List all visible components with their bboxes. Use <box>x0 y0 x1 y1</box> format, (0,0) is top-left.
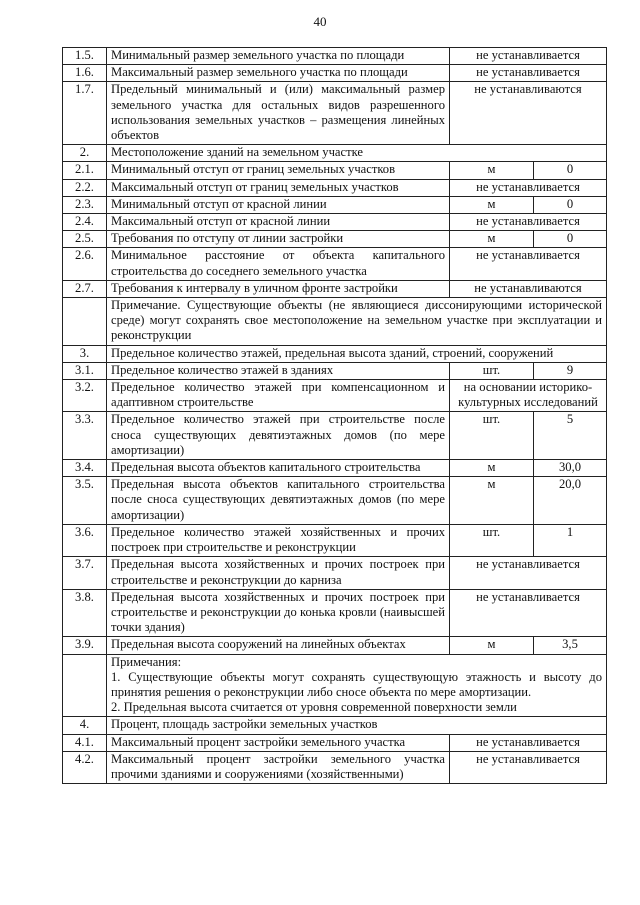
row-number: 3.3. <box>63 412 107 460</box>
row-unit: м <box>450 637 534 654</box>
row-number: 3.1. <box>63 362 107 379</box>
row-text: Минимальный размер земельного участка по площади <box>107 48 450 65</box>
row-1-5 <box>63 48 607 65</box>
row-status: не устанавливается <box>450 48 607 65</box>
row-status: не устанавливается <box>450 179 607 196</box>
row-number: 2.1. <box>63 162 107 179</box>
row-3-9 <box>63 637 607 654</box>
note-row-11 <box>63 298 607 346</box>
row-2-2 <box>63 179 607 196</box>
row-number: 3.6. <box>63 524 107 556</box>
note-text <box>107 298 607 346</box>
row-status: не устанавливаются <box>450 82 607 145</box>
row-3-6 <box>63 524 607 556</box>
row-number: 2.5. <box>63 231 107 248</box>
row-1-7 <box>63 82 607 145</box>
row-status: не устанавливаются <box>450 280 607 297</box>
row-text: Предельная высота объектов капитального строительства <box>107 460 450 477</box>
row-text: Предельный минимальный и (или) максимальный размер земельного участка для остальных видов разрешенного использования земельных участков – размещения линейных объектов <box>107 82 450 145</box>
row-number: 4.2. <box>63 751 107 783</box>
row-2-7 <box>63 280 607 297</box>
section-row-2 <box>63 145 607 162</box>
row-value: 0 <box>534 196 607 213</box>
row-value: 1 <box>534 524 607 556</box>
row-1-6 <box>63 65 607 82</box>
note-text <box>107 654 607 717</box>
row-number: 1.6. <box>63 65 107 82</box>
row-text: Предельная высота хозяйственных и прочих построек при строительстве и реконструкции до карниза <box>107 557 450 589</box>
row-text: Предельное количество этажей в зданиях <box>107 362 450 379</box>
row-number: 3.5. <box>63 477 107 525</box>
section-title: Местоположение зданий на земельном участке <box>107 145 607 162</box>
row-number <box>63 298 107 346</box>
row-number: 1.5. <box>63 48 107 65</box>
row-text: Максимальный размер земельного участка по площади <box>107 65 450 82</box>
row-2-3 <box>63 196 607 213</box>
row-text: Предельное количество этажей при компенсационном и адаптивном строительстве <box>107 380 450 412</box>
note-line: 1. Существующие объекты могут сохранять существующую этажность и высоту до принятия решения о реконструкции либо сносе объекта по мере амортизации. <box>111 669 602 699</box>
row-text: Предельная высота хозяйственных и прочих построек при строительстве и реконструкции до конька кровли (наивысшей точки здания) <box>107 589 450 637</box>
row-number: 3.8. <box>63 589 107 637</box>
row-4-1 <box>63 734 607 751</box>
row-unit: м <box>450 231 534 248</box>
row-unit: м <box>450 196 534 213</box>
row-text: Минимальное расстояние от объекта капитального строительства до соседнего земельного участка <box>107 248 450 280</box>
row-unit: шт. <box>450 362 534 379</box>
row-text: Максимальный процент застройки земельного участка <box>107 734 450 751</box>
row-status: не устанавливается <box>450 751 607 783</box>
row-2-4 <box>63 214 607 231</box>
row-text: Предельная высота сооружений на линейных объектах <box>107 637 450 654</box>
row-status: не устанавливается <box>450 214 607 231</box>
section-title: Процент, площадь застройки земельных участков <box>107 717 607 734</box>
row-status: не устанавливается <box>450 65 607 82</box>
row-number: 2. <box>63 145 107 162</box>
row-unit: м <box>450 460 534 477</box>
row-3-8 <box>63 589 607 637</box>
section-row-4 <box>63 717 607 734</box>
note-row-22 <box>63 654 607 717</box>
row-unit: шт. <box>450 524 534 556</box>
spec-table-wrapper <box>62 47 606 784</box>
row-value: 0 <box>534 162 607 179</box>
row-number: 2.6. <box>63 248 107 280</box>
row-value: 20,0 <box>534 477 607 525</box>
row-3-7 <box>63 557 607 589</box>
spec-table-body <box>63 48 607 784</box>
row-value: 3,5 <box>534 637 607 654</box>
row-number <box>63 654 107 717</box>
row-text: Максимальный процент застройки земельного участка прочими зданиями и сооружениями (хозяйственными) <box>107 751 450 783</box>
row-text: Максимальный отступ от красной линии <box>107 214 450 231</box>
row-3-5 <box>63 477 607 525</box>
row-text: Требования к интервалу в уличном фронте застройки <box>107 280 450 297</box>
row-value: 30,0 <box>534 460 607 477</box>
row-text: Предельное количество этажей при строительстве после сноса существующих девятиэтажных домов (по мере амортизации) <box>107 412 450 460</box>
row-text: Предельное количество этажей хозяйственных и прочих построек при строительстве и реконструкции <box>107 524 450 556</box>
row-number: 3.4. <box>63 460 107 477</box>
row-2-6 <box>63 248 607 280</box>
row-text: Минимальный отступ от границ земельных участков <box>107 162 450 179</box>
section-row-3 <box>63 345 607 362</box>
row-number: 2.4. <box>63 214 107 231</box>
row-text: Предельная высота объектов капитального строительства после сноса существующих девятиэтажных домов (по мере амортизации) <box>107 477 450 525</box>
row-value: 0 <box>534 231 607 248</box>
note-line: 2. Предельная высота считается от уровня современной поверхности земли <box>111 700 517 715</box>
row-unit: м <box>450 162 534 179</box>
row-status: на основании историко-культурных исследований <box>450 380 607 412</box>
row-number: 4. <box>63 717 107 734</box>
row-number: 2.2. <box>63 179 107 196</box>
row-4-2 <box>63 751 607 783</box>
row-number: 2.7. <box>63 280 107 297</box>
section-title: Предельное количество этажей, предельная высота зданий, строений, сооружений <box>107 345 607 362</box>
row-2-1 <box>63 162 607 179</box>
row-status: не устанавливается <box>450 734 607 751</box>
row-number: 3.9. <box>63 637 107 654</box>
row-3-4 <box>63 460 607 477</box>
row-text: Максимальный отступ от границ земельных участков <box>107 179 450 196</box>
row-number: 1.7. <box>63 82 107 145</box>
row-number: 3.7. <box>63 557 107 589</box>
row-status: не устанавливается <box>450 248 607 280</box>
row-status: не устанавливается <box>450 589 607 637</box>
row-3-1 <box>63 362 607 379</box>
row-unit: шт. <box>450 412 534 460</box>
row-number: 4.1. <box>63 734 107 751</box>
row-number: 3.2. <box>63 380 107 412</box>
row-value: 5 <box>534 412 607 460</box>
note-line: Примечания: <box>111 654 182 669</box>
row-number: 2.3. <box>63 196 107 213</box>
row-status: не устанавливается <box>450 557 607 589</box>
spec-table <box>62 47 607 784</box>
row-3-2 <box>63 380 607 412</box>
row-3-3 <box>63 412 607 460</box>
row-value: 9 <box>534 362 607 379</box>
note-line: Примечание. Существующие объекты (не являющиеся диссонирующими исторической среде) могут сохранять свое местоположение на земельном участке при эксплуатации и реконструкции <box>111 298 602 343</box>
row-text: Минимальный отступ от красной линии <box>107 196 450 213</box>
row-unit: м <box>450 477 534 525</box>
row-number: 3. <box>63 345 107 362</box>
row-text: Требования по отступу от линии застройки <box>107 231 450 248</box>
row-2-5 <box>63 231 607 248</box>
page-number: 40 <box>313 14 327 29</box>
